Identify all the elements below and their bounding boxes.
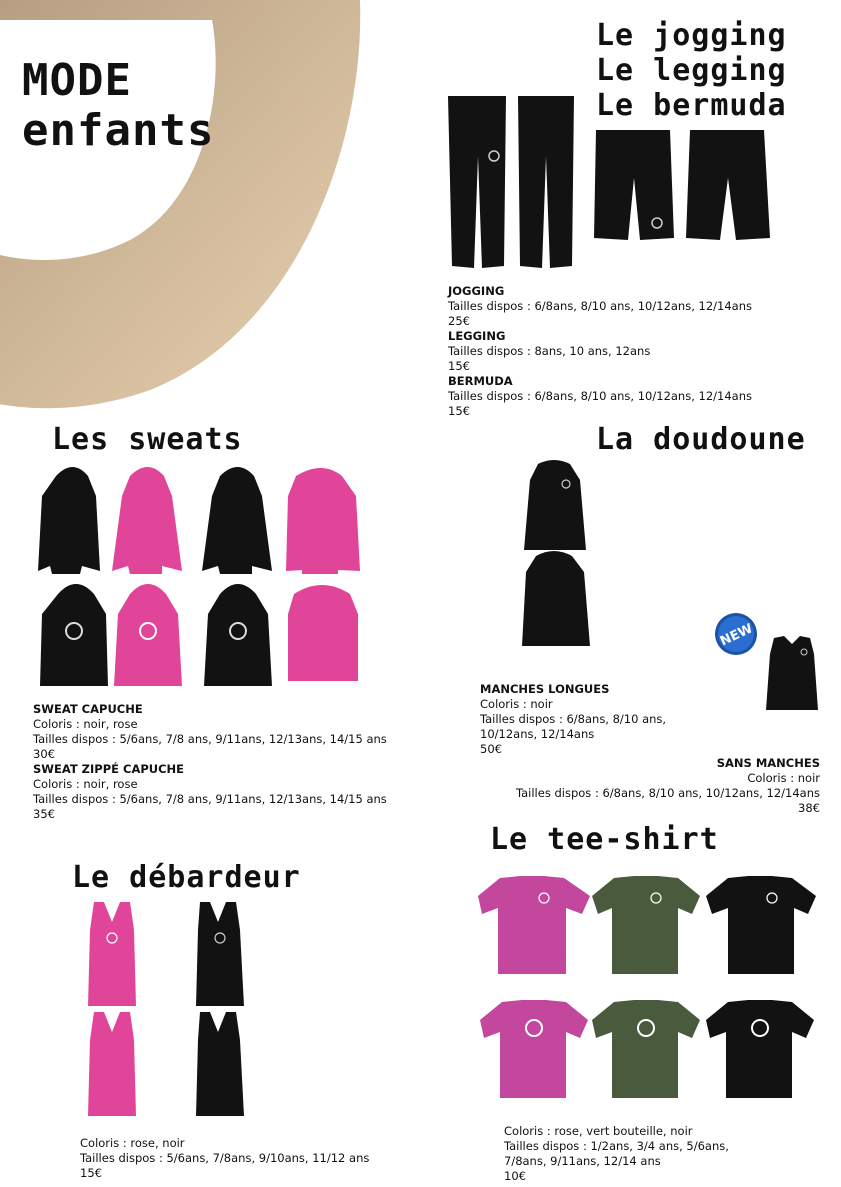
jogging-headings [596, 18, 787, 123]
legging-name: LEGGING [448, 329, 506, 343]
bermuda-name: BERMUDA [448, 374, 513, 388]
heading-sweats: Les sweats [52, 422, 243, 457]
bermuda-photo [592, 128, 777, 246]
heading-debardeur: Le débardeur [72, 860, 301, 895]
heading-bermuda: Le bermuda [596, 88, 787, 123]
jogging-photo [446, 96, 576, 276]
heading-legging: Le legging [596, 53, 787, 88]
doudoune-photo [520, 460, 592, 650]
sweat-zippe-name: SWEAT ZIPPÉ CAPUCHE [33, 762, 185, 776]
sans-manches-name: SANS MANCHES [716, 756, 820, 770]
jogging-info: JOGGING Tailles dispos : 6/8ans, 8/10 ans, 10/12ans, 12/14ans 25€ LEGGING Tailles dispos : 8ans, 10 ans, 12ans 15€ BERMUDA Tailles dispos : 6/8ans, 8/10 ans, 10/12ans, 12/14ans 15€ [448, 284, 752, 418]
heading-jogging: Le jogging [596, 18, 787, 53]
sweats-photo [38, 466, 368, 691]
teeshirt-photo [478, 874, 820, 1102]
sweat-capuche-name: SWEAT CAPUCHE [33, 702, 143, 716]
manches-longues-name: MANCHES LONGUES [480, 682, 610, 696]
debardeur-info: Coloris : rose, noir Tailles dispos : 5/6ans, 7/8ans, 9/10ans, 11/12 ans 15€ [80, 1136, 370, 1180]
page-title: MODE enfants [22, 55, 215, 156]
doudoune-longues-info: MANCHES LONGUES Coloris : noir Tailles dispos : 6/8ans, 8/10 ans, 10/12ans, 12/14ans 50€ [480, 682, 667, 756]
teeshirt-info: Coloris : rose, vert bouteille, noir Tailles dispos : 1/2ans, 3/4 ans, 5/6ans, 7/8ans, 9/11ans, 12/14 ans 10€ [504, 1124, 729, 1183]
new-badge-icon [712, 610, 760, 658]
sweats-info: SWEAT CAPUCHE Coloris : noir, rose Tailles dispos : 5/6ans, 7/8 ans, 9/11ans, 12/13ans, 14/15 ans 30€ SWEAT ZIPPÉ CAPUCHE Coloris : noir, rose Tailles dispos : 5/6ans, 7/8 ans, 9/11ans, 12/13ans, 14/15 ans 35€ [33, 702, 387, 821]
doudoune-sans-manches-photo [764, 636, 820, 712]
jogging-name: JOGGING [448, 284, 505, 298]
doudoune-sans-info: SANS MANCHES Coloris : noir Tailles dispos : 6/8ans, 8/10 ans, 10/12ans, 12/14ans 38€ [516, 756, 820, 815]
heading-doudoune: La doudoune [596, 422, 806, 457]
new-badge-text: NEW [718, 621, 756, 650]
heading-teeshirt: Le tee-shirt [490, 822, 719, 857]
debardeur-photo [86, 900, 256, 1118]
